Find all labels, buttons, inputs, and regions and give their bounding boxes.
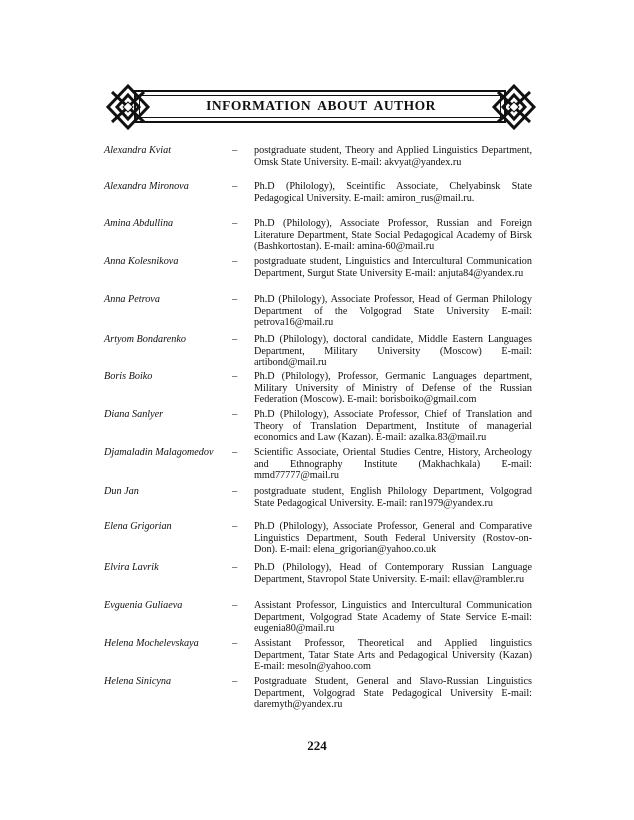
author-name: Helena Mochelevskaya (104, 638, 199, 649)
author-name: Anna Kolesnikova (104, 256, 179, 267)
author-info: Postgraduate Student, General and Slavo-Russian Linguistics Department, Volgograd State Pedagogical University E-mail: daremyth@yandex.ru (254, 676, 532, 711)
separator-dash: – (232, 447, 238, 458)
page-number: 224 (307, 738, 327, 753)
author-info: Scientific Associate, Oriental Studies Centre, History, Archeology and Ethnography Institute (Makhachkala) E-mail: mmd77777@mail.ru (254, 447, 532, 482)
separator-dash: – (232, 145, 238, 156)
separator-dash: – (232, 600, 238, 611)
author-name: Alexandra Mironova (104, 181, 189, 192)
author-name: Elvira Lavrik (104, 562, 159, 573)
author-info: Ph.D (Philology), Associate Professor, Chief of Translation and Theory of Translation Department, Institute of managerial economics and Law (Kazan). E-mail: azalka.83@mail.ru (254, 409, 532, 444)
author-info: Ph.D (Philology), Head of Contemporary Russian Language Department, Stavropol State University. E-mail: ellav@rambler.ru (254, 562, 532, 585)
author-info: postgraduate student, Theory and Applied Linguistics Department, Omsk State University. E-mail: akvyat@yandex.ru (254, 145, 532, 168)
separator-dash: – (232, 676, 238, 687)
separator-dash: – (232, 256, 238, 267)
separator-dash: – (232, 486, 238, 497)
author-name: Artyom Bondarenko (104, 334, 186, 345)
separator-dash: – (232, 638, 238, 649)
author-info: Ph.D (Philology), Associate Professor, General and Comparative Linguistics Department, South Federal University (Rostov-on-Don). E-mail: elena_grigorian@yahoo.co.uk (254, 521, 532, 556)
author-info: Ph.D (Philology), Associate Professor, Head of German Philology Department of the Volgograd State University E-mail: petrova16@mail.ru (254, 294, 532, 329)
author-info: postgraduate student, Linguistics and Intercultural Communication Department, Surgut State University E-mail: anjuta84@yandex.ru (254, 256, 532, 279)
author-name: Diana Sanlyer (104, 409, 164, 420)
separator-dash: – (232, 409, 238, 420)
author-info: Ph.D (Philology), Sceintific Associate, Chelyabinsk State Pedagogical University. E-mail: amiron_rus@mail.ru. (254, 181, 532, 204)
author-name: Helena Sinicyna (104, 676, 172, 687)
author-info: Assistant Professor, Theoretical and Applied linguistics Department, Tatar State Arts and Pedagogical University (Kazan) E-mail: mesoln@yahoo.com (254, 638, 532, 673)
author-name: Alexandra Kviat (104, 145, 172, 156)
author-info: Ph.D (Philology), Professor, Germanic Languages department, Military University of Ministry of Defense of the Russian Federation (Moscow). E-mail: borisboiko@gmail.com (254, 371, 532, 406)
separator-dash: – (232, 521, 238, 532)
author-name: Amina Abdullina (104, 218, 174, 229)
separator-dash: – (232, 294, 238, 305)
author-info: Ph.D (Philology), doctoral candidate, Middle Eastern Languages Department, Military University (Moscow) E-mail: artibond@mail.ru (254, 334, 532, 369)
separator-dash: – (232, 371, 238, 382)
author-info: Ph.D (Philology), Associate Professor, Russian and Foreign Literature Department, State Social Pedagogical Academy of Birsk (Bashkortostan). E-mail: amina-60@mail.ru (254, 218, 532, 253)
separator-dash: – (232, 562, 238, 573)
author-info: Assistant Professor, Linguistics and Intercultural Communication Department, Volgograd State Academy of State Service E-mail: eugenia80@mail.ru (254, 600, 532, 635)
header-banner (104, 78, 538, 136)
author-info: postgraduate student, English Philology Department, Volgograd State Pedagogical University. E-mail: ran1979@yandex.ru (254, 486, 532, 509)
separator-dash: – (232, 218, 238, 229)
author-name: Dun Jan (104, 486, 139, 497)
page-title: INFORMATION ABOUT AUTHOR (206, 98, 436, 113)
author-name: Boris Boiko (104, 371, 153, 382)
separator-dash: – (232, 334, 238, 345)
author-name: Anna Petrova (104, 294, 160, 305)
author-name: Evguenia Guliaeva (104, 600, 183, 611)
author-name: Elena Grigorian (104, 521, 172, 532)
separator-dash: – (232, 181, 238, 192)
author-name: Djamaladin Malagomedov (104, 447, 214, 458)
